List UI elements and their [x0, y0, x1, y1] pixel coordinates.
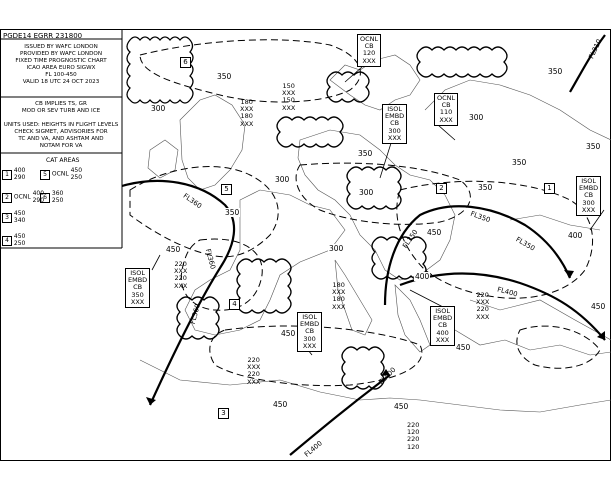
turbulence-label: 220 XXX 220 XXX: [174, 260, 188, 290]
issued-by: ISSUED BY WAFC LONDON: [24, 44, 98, 50]
flight-levels: FL 100-450: [45, 72, 77, 78]
chart-type: FIXED TIME PROGNOSTIC CHART: [15, 58, 107, 64]
provided-by: PROVIDED BY WAFC LONDON: [19, 51, 103, 57]
cat-item-3: 3 450 340: [2, 210, 25, 224]
area: ICAO AREA EURO SIGWX: [26, 65, 96, 71]
tropopause-height: 450: [273, 400, 288, 409]
tropopause-height: 350: [225, 208, 240, 217]
jet-flight-level: FL400: [496, 285, 519, 299]
tropopause-height: 300: [469, 113, 484, 122]
issue-info: [2, 44, 120, 86]
jet-flight-level: FL350: [401, 228, 420, 250]
turbulence-label: 220 120 220 120: [407, 421, 420, 451]
note-line: UNITS USED: HEIGHTS IN FLIGHT LEVELS: [3, 122, 119, 128]
tropopause-height: 300: [359, 188, 374, 197]
tropopause-height: 450: [166, 245, 181, 254]
cat-area-number: 6: [180, 57, 191, 68]
note-line: CHECK SIGMET, ADVISORIES FOR: [14, 129, 108, 135]
cat-area-number: 2: [436, 183, 447, 194]
tropopause-height: 450: [427, 228, 442, 237]
cat-areas-title: CAT AREAS: [46, 157, 80, 164]
chart-id: PGDE14 EGRR 231800: [3, 32, 83, 40]
cat-item-5: 5 OCNL 450 250: [40, 167, 82, 181]
cat-area-number: 3: [218, 408, 229, 419]
jet-flight-level: FL400: [302, 439, 324, 459]
note-line: MOD OR SEV TURB AND ICE: [21, 108, 101, 114]
cb-box: ISOL EMBD CB 300 XXX: [297, 312, 322, 352]
cat-item-1: 1 400 290: [2, 167, 25, 181]
tropopause-height: 300: [275, 175, 290, 184]
turbulence-label: 150 XXX 150 XXX: [282, 82, 296, 112]
tropopause-height: 450: [591, 302, 606, 311]
jet-flight-level: FL360: [181, 191, 204, 211]
turbulence-label: 220 XXX 220 XXX: [247, 356, 261, 386]
tropopause-height: 300: [329, 244, 344, 253]
cat-area-number: 1: [544, 183, 555, 194]
tropopause-height: 350: [586, 142, 601, 151]
note-line: CB IMPLIES TS, GR: [35, 101, 87, 107]
cb-box: ISOL EMBD CB 300 XXX: [382, 104, 407, 144]
cat-item-6: 6 360 250: [40, 190, 63, 204]
cb-box: ISOL EMBD CB 400 XXX: [430, 306, 455, 346]
tropopause-height: 450: [394, 402, 409, 411]
tropopause-height: 350: [217, 72, 232, 81]
cat-area-number: 4: [229, 299, 240, 310]
turbulence-label: 180 XXX 180 XXX: [240, 98, 254, 128]
jet-flight-level: FL360: [203, 247, 217, 271]
cb-box: OCNL CB 110 XXX: [434, 93, 458, 126]
notes: [2, 101, 120, 150]
tropopause-height: 350: [512, 158, 527, 167]
cat-item-4: 4 450 250: [2, 233, 25, 247]
tropopause-height: 450: [456, 343, 471, 352]
tropopause-height: 450: [281, 329, 296, 338]
jet-flight-level: FL310: [587, 37, 604, 61]
tropopause-height: 300: [151, 104, 166, 113]
tropopause-height: 400: [568, 231, 583, 240]
jet-flight-level: FL350: [514, 235, 537, 253]
tropopause-height: 400: [415, 272, 430, 281]
cb-box: OCNL CB 120 XXX: [357, 34, 381, 67]
cat-area-number: 5: [221, 184, 232, 195]
jet-flight-level: FL400: [377, 365, 398, 387]
cat-item-2: 2 OCNL 400 290: [2, 190, 44, 204]
tropopause-height: 350: [548, 67, 563, 76]
valid-time: VALID 18 UTC 24 OCT 2023: [22, 79, 100, 85]
note-line: NOTAM FOR VA: [39, 143, 83, 149]
tropopause-height: 350: [478, 183, 493, 192]
turbulence-label: 180 XXX 180 XXX: [332, 281, 346, 311]
note-line: [2, 115, 120, 122]
cb-box: ISOL EMBD CB 350 XXX: [125, 268, 150, 308]
cb-box: ISOL EMBD CB 300 XXX: [576, 176, 601, 216]
jet-flight-level: FL360: [188, 302, 202, 326]
jet-flight-level: FL350: [469, 209, 492, 225]
tropopause-height: 350: [358, 149, 373, 158]
turbulence-label: 220 XXX 220 XXX: [476, 291, 490, 321]
note-line: TC AND VA, AND ASHTAM AND: [18, 136, 104, 142]
